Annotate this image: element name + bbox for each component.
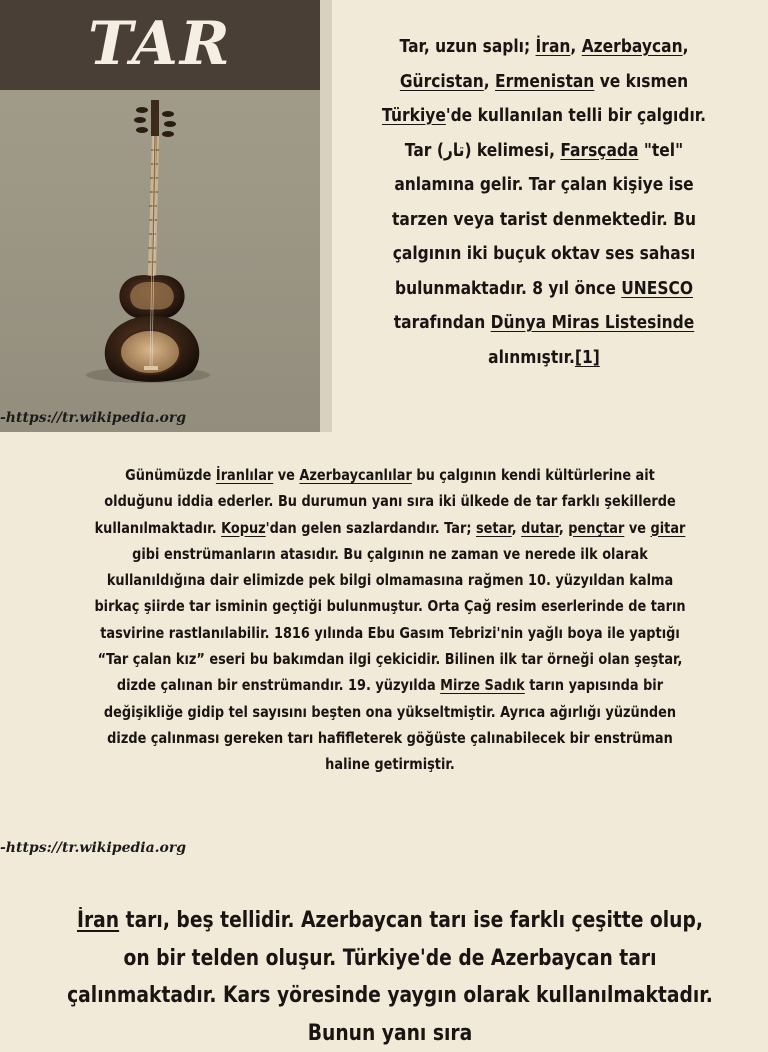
link-iran[interactable]: İran	[535, 36, 571, 57]
link-gurcistan[interactable]: Gürcistan	[399, 70, 484, 92]
link-azerbaycanlilar[interactable]: Azerbaycanlılar	[299, 466, 412, 484]
link-farscada[interactable]: Farsçada	[560, 139, 639, 161]
page-title: TAR	[88, 9, 232, 79]
link-kopuz[interactable]: Kopuz	[221, 518, 266, 537]
link-unesco[interactable]: UNESCO	[621, 277, 693, 299]
image-source: -https://tr.wikipedia.org	[0, 410, 187, 426]
tar-instrument-image	[60, 90, 260, 400]
link-dutar[interactable]: dutar	[521, 518, 559, 537]
link-turkiye[interactable]: Türkiye	[381, 105, 446, 126]
link-dunya-miras-listesi[interactable]: Dünya Miras Listesinde	[490, 312, 695, 333]
link-gitar[interactable]: gitar	[650, 518, 686, 537]
link-reference-1[interactable]: [1]	[574, 346, 600, 368]
text-source: -https://tr.wikipedia.org	[0, 840, 187, 856]
link-ermenistan[interactable]: Ermenistan	[495, 70, 595, 92]
link-iran-bottom[interactable]: İran	[77, 908, 120, 933]
link-azerbaycan[interactable]: Azerbaycan	[581, 36, 683, 57]
tar-photo	[0, 0, 320, 432]
link-mirze-sadik[interactable]: Mirze Sadık	[440, 676, 525, 695]
hero-panel	[0, 0, 332, 432]
intro-paragraph: Tar, uzun saplı; İran, Azerbaycan, Gürcistan, Ermenistan ve kısmen Türkiye'de kullanılan telli bir çalgıdır. Tar (تار) kelimesi, Farsçada "tel" anlamına gelir. Tar çalan kişiye ise tarzen veya tarist denmektedir. Bu çalgının iki buçuk oktav ses sahası bulunmaktadır. 8 yıl önce UNESCO tarafından Dünya Miras Listesinde alınmıştır.[1]	[381, 36, 707, 368]
link-setar[interactable]: setar	[475, 518, 512, 537]
variants-paragraph: İran tarı, beş tellidir. Azerbaycan tarı ise farklı çeşitte olup, on bir telden oluşur. Türkiye'de de Azerbaycan tarı çalınmaktadır. Kars yöresinde yaygın olarak kullanılmaktadır. Bunun yanı sıra	[67, 908, 713, 1046]
history-paragraph: Günümüzde İranlılar ve Azerbaycanlılar bu çalgının kendi kültürlerine ait olduğunu iddia ederler. Bu durumun yanı sıra iki ülkede de tar farklı şekillerde kullanılmaktadır. Kopuz'dan gelen sazlardandır. Tar; setar, dutar, pençtar ve gitar gibi enstrümanların atasıdır. Bu çalgının ne zaman ve nerede ilk olarak kullanıldığına dair elimizde pek bilgi olmamasına rağmen 10. yüzyıldan kalma birkaç şiirde tar isminin geçtiği bulunmuştur. Orta Çağ resim eserlerinde de tarın tasvirine rastlanılabilir. 1816 yılında Ebu Gasım Tebrizi'nin yağlı boya ile yaptığı “Tar çalan kız” eseri bu bakımdan ilgi çekicidir. Bilinen ilk tar örneği olan şeştar, dizde çalınan bir enstrümandır. 19. yüzyılda Mirze Sadık tarın yapısında bir değişikliğe gidip tel sayısını beşten ona yükseltmiştir. Ayrıca ağırlığı yüzünden dizde çalınması gereken tarı hafifleterek göğüste çalınabilecek bir enstrüman haline getirmiştir.	[94, 466, 686, 774]
link-penctar[interactable]: pençtar	[568, 518, 625, 537]
link-iranlilar[interactable]: İranlılar	[215, 466, 274, 484]
title-band	[0, 0, 320, 90]
